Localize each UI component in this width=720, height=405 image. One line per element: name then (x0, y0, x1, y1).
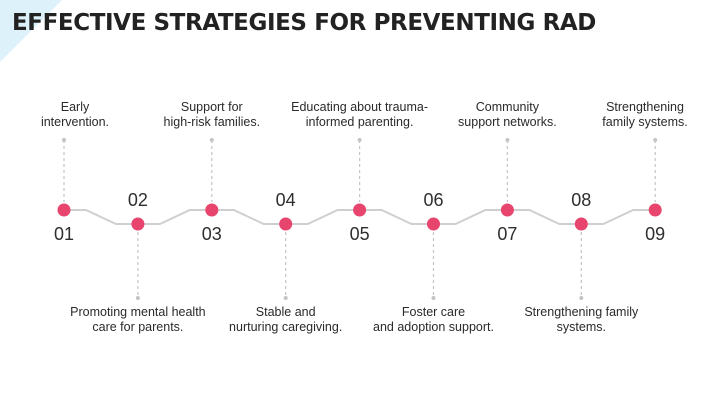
step-number-03: 03 (201, 224, 222, 244)
connector-dot-07 (505, 138, 509, 142)
step-label-line: Early (60, 100, 90, 114)
step-number-04: 04 (275, 190, 296, 210)
step-label-line: informed parenting. (305, 115, 414, 129)
step-label-01 (0, 100, 150, 130)
step-number-08: 08 (571, 190, 592, 210)
step-label-05 (285, 100, 435, 130)
step-label-line: Foster care (401, 305, 466, 319)
step-number-02: 02 (127, 190, 148, 210)
step-label-line: support networks. (458, 115, 557, 129)
step-label-06 (359, 305, 509, 335)
step-label-09 (570, 100, 720, 130)
node-04 (279, 218, 292, 231)
node-07 (501, 204, 514, 217)
page-title: EFFECTIVE STRATEGIES FOR PREVENTING RAD (12, 10, 596, 36)
step-label-line: Community (475, 100, 539, 114)
step-number-07: 07 (497, 224, 518, 244)
step-label-07 (432, 100, 582, 130)
step-label-03 (137, 100, 287, 130)
connector-dot-06 (432, 296, 436, 300)
connector-dot-08 (579, 296, 583, 300)
step-label-08 (506, 305, 656, 335)
node-03 (205, 204, 218, 217)
step-label-02 (63, 305, 213, 335)
step-label-line: care for parents. (92, 320, 184, 334)
step-label-line: and adoption support. (373, 320, 494, 334)
node-09 (649, 204, 662, 217)
step-label-line: intervention. (40, 115, 110, 129)
node-06 (427, 218, 440, 231)
node-02 (131, 218, 144, 231)
step-number-01: 01 (53, 224, 75, 244)
connector-dot-04 (284, 296, 288, 300)
step-label-line: family systems. (602, 115, 688, 129)
node-01 (58, 204, 71, 217)
node-08 (575, 218, 588, 231)
step-label-line: Strengthening family (524, 305, 639, 319)
step-label-line: nurturing caregiving. (229, 320, 343, 334)
step-label-line: Strengthening (606, 100, 684, 114)
step-label-line: Educating about trauma- (291, 100, 429, 114)
connector-dot-02 (136, 296, 140, 300)
step-label-line: Stable and (255, 305, 316, 319)
connector-dot-01 (62, 138, 66, 142)
connector-dot-09 (653, 138, 657, 142)
step-label-04 (211, 305, 361, 335)
connector-dot-05 (358, 138, 362, 142)
connector-dot-03 (210, 138, 214, 142)
step-label-line: systems. (556, 320, 606, 334)
step-label-line: high-risk families. (163, 115, 261, 129)
step-label-line: Support for (180, 100, 243, 114)
step-number-06: 06 (423, 190, 444, 210)
step-label-line: Promoting mental health (70, 305, 206, 319)
step-number-09: 09 (645, 224, 666, 244)
node-05 (353, 204, 366, 217)
step-number-05: 05 (349, 224, 370, 244)
